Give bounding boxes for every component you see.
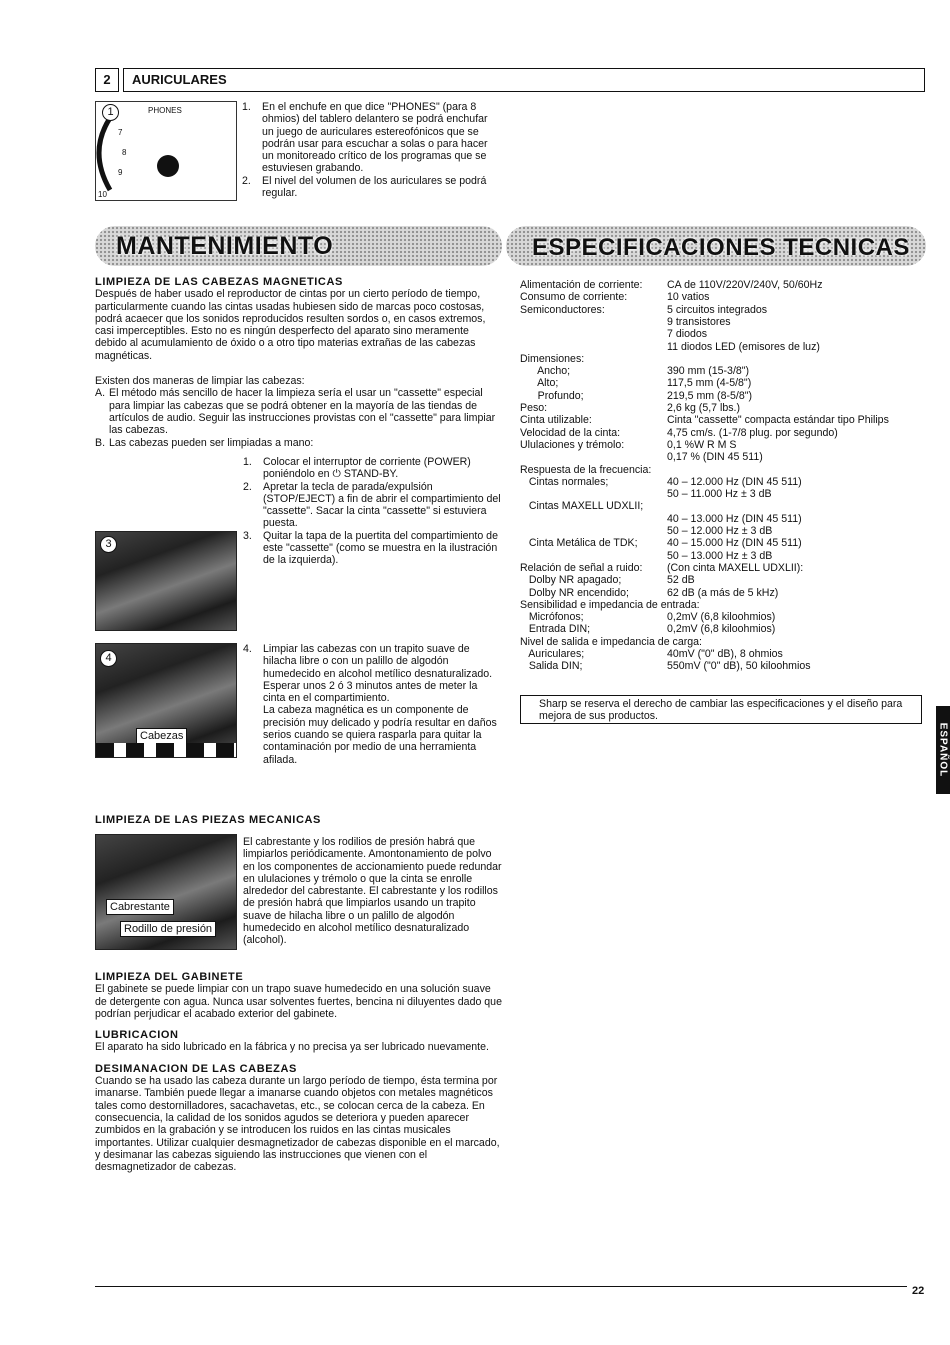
- other-cleaning-sections: [95, 971, 502, 1173]
- spec-label: Velocidad de la cinta:: [520, 426, 621, 439]
- manual-cleaning-steps: [243, 456, 502, 567]
- list-item: [242, 175, 502, 200]
- lubrication-heading: LUBRICACION: [95, 1029, 179, 1042]
- spec-label: Auriculares;: [520, 648, 585, 660]
- phones-jack-figure: [95, 101, 237, 201]
- spec-value: 52 dB: [667, 574, 695, 587]
- spec-value: Cinta "cassette" compacta estándar tipo Philips: [667, 414, 889, 427]
- spec-row: [520, 574, 940, 586]
- item-number: 2.: [242, 174, 251, 187]
- spec-value: 0,2mV (6,8 kiloohmios): [667, 623, 776, 636]
- phones-instructions: [242, 101, 502, 199]
- spec-value: 40 – 12.000 Hz (DIN 45 511): [667, 475, 802, 488]
- list-item: [242, 101, 502, 175]
- spec-row: [520, 623, 940, 635]
- scale-9: 9: [118, 168, 123, 177]
- heads-label: Cabezas: [136, 728, 187, 744]
- spec-row: [520, 377, 940, 389]
- spec-row: [520, 660, 940, 672]
- spec-row: [520, 304, 940, 316]
- heads-photo: [95, 643, 237, 758]
- phones-jack-label: PHONES: [148, 106, 182, 115]
- spec-label: Alimentación de corriente:: [520, 279, 643, 291]
- step-text: Limpiar las cabezas con un trapito suave de hilacha libre o con un palillo de algodón humedecido en alcohol metílico desnaturalizado.: [263, 643, 493, 680]
- spec-value: 50 – 13.000 Hz ± 3 dB: [667, 549, 773, 562]
- spec-label: Salida DIN;: [520, 660, 583, 673]
- spec-value: 0,1 %W R M S: [667, 438, 737, 451]
- specs-table: [520, 279, 940, 679]
- spec-value: 40mV ("0" dB), 8 ohmios: [667, 648, 783, 660]
- spec-label: Sensibilidad e impedancia de entrada:: [520, 598, 700, 611]
- spec-label: Dolby NR apagado;: [520, 574, 622, 587]
- spec-value: 50 – 11.000 Hz ± 3 dB: [667, 488, 772, 501]
- language-tab-label: ESPAÑOL: [937, 722, 949, 778]
- step-number: 4.: [243, 643, 252, 655]
- item-text: El nivel del volumen de los auriculares se podrá regular.: [262, 174, 487, 200]
- spec-value: (Con cinta MAXELL UDXLII):: [667, 561, 804, 574]
- spec-row: [520, 316, 940, 328]
- spec-value: 0,2mV (6,8 kiloohmios): [667, 611, 776, 624]
- scale-8: 8: [122, 148, 127, 157]
- spec-value: 10 vatios: [667, 291, 710, 304]
- way-b-text: Las cabezas pueden ser limpiadas a mano:: [109, 436, 314, 449]
- spec-row: [520, 427, 940, 439]
- section-header: [95, 68, 925, 92]
- step-item: [243, 456, 502, 481]
- spec-row: [520, 611, 940, 623]
- language-tab: [936, 706, 950, 794]
- heads-cleaning-intro: Después de haber usado el reproductor de cintas por un cierto período de tiempo, particularmente cuando las cintas usadas hubiesen sido de marcas poco costosas, podrá acaecer que los sonidos reproducidos resulten sordos o, en casos extremos, casi imperceptibles. Esto no es ningún desperfecto del aparato sino meramente debido al acumulamiento de óxido o a otro tipo materias extrañas de las cabezas magnéticas.: [95, 288, 486, 362]
- spec-label: Peso:: [520, 402, 548, 414]
- scale-7: 7: [118, 128, 123, 137]
- ways-intro: Existen dos maneras de limpiar las cabezas:: [95, 375, 305, 388]
- spec-label: Cinta Metálica de TDK;: [520, 537, 638, 550]
- heads-cleaning-heading: LIMPIEZA DE LAS CABEZAS MAGNETICAS: [95, 276, 343, 288]
- spec-value: 40 – 15.000 Hz (DIN 45 511): [667, 537, 802, 550]
- spec-row: [520, 500, 940, 512]
- spec-value: 390 mm (15-3/8"): [667, 365, 750, 378]
- spec-value: 117,5 mm (4-5/8"): [667, 377, 752, 390]
- spec-row: [520, 525, 940, 537]
- spec-row: [520, 390, 940, 402]
- spec-label: Semiconductores:: [520, 303, 605, 316]
- way-a-letter: A.: [95, 387, 106, 400]
- spec-value: 11 diodos LED (emisores de luz): [667, 340, 820, 353]
- pinch-roller-label: Rodillo de presión: [120, 921, 216, 937]
- lubrication-text: El aparato ha sido lubricado en la fábrica y no precisa ya ser lubricado nuevamente.: [95, 1041, 489, 1054]
- spec-row: [520, 550, 940, 562]
- spec-value: 0,17 % (DIN 45 511): [667, 451, 763, 464]
- step-item: [243, 481, 502, 530]
- cabinet-text: El gabinete se puede limpiar con un trapo suave humedecido en una solución suave de detergente con agua. Nunca usar solventes fuertes, bencina ni diluyentes dado que podrían perjudicar el acabado exterior del gabinete.: [95, 983, 502, 1020]
- spec-row: [520, 513, 940, 525]
- spec-value: 62 dB (a más de 5 kHz): [667, 586, 779, 599]
- photo-border-pattern: [96, 743, 236, 757]
- spec-row: [520, 353, 940, 365]
- spec-label: Entrada DIN;: [520, 623, 591, 636]
- specs-notice: Sharp se reserva el derecho de cambiar las especificaciones y el diseño para mejora de sus productos.: [520, 695, 922, 724]
- page-number: 22: [912, 1285, 925, 1297]
- spec-row: [520, 587, 940, 599]
- spec-row: [520, 328, 940, 340]
- cassette-door-photo: [95, 531, 237, 631]
- step-number: 2.: [243, 480, 252, 493]
- spec-label: Consumo de corriente:: [520, 291, 628, 304]
- step-number: 1.: [243, 456, 252, 468]
- spec-row: [520, 464, 940, 476]
- step-item: [243, 530, 502, 567]
- capstan-label: Cabrestante: [106, 899, 174, 915]
- spec-value: 50 – 12.000 Hz ± 3 dB: [667, 525, 773, 537]
- spec-row: [520, 537, 940, 549]
- spec-label: Alto;: [520, 377, 559, 390]
- specs-title: ESPECIFICACIONES TECNICAS: [532, 234, 910, 261]
- spec-row: [520, 488, 940, 500]
- maintenance-title: MANTENIMIENTO: [116, 232, 334, 260]
- footer-rule: [95, 1286, 907, 1287]
- spec-row: [520, 439, 940, 451]
- spec-label: Nivel de salida e impedancia de carga:: [520, 635, 702, 648]
- spec-value: 2,6 kg (5,7 lbs.): [667, 402, 741, 414]
- spec-row: [520, 341, 940, 353]
- spec-row: [520, 599, 940, 611]
- spec-label: Micrófonos;: [520, 611, 584, 624]
- mechanical-parts-heading-wrap: [95, 814, 502, 826]
- step-text: La cabeza magnética es un componente de precisión muy delicado y podría resultar en daños serios cuando se quiera rasparla para quitar la contaminación por medio de una herramienta afilada.: [263, 704, 497, 766]
- spec-value: CA de 110V/220V/240V, 50/60Hz: [667, 279, 823, 291]
- step-text: Apretar la tecla de parada/expulsión (STOP/EJECT) a fin de abrir el compartimiento del "cassette". Sacar la cinta "cassette" si estuviera puesta.: [263, 480, 501, 530]
- demagnetize-text: Cuando se ha usado las cabeza durante un largo período de tiempo, ésta termina por imanarse. También puede llegar a imanarse cuando objetos con metales magnéticos tales como destornilladores, sacachavetas, etc., se colocan cerca de la cabeza. En consecuencia, la calidad de los sonidos agudos se deteriora y pueden aparecer zumbidos en la grabación y se introducen los ruidos en las cintas musicales importantes. Utilizar cualquier desmagnetizador de cabezas disponible en el marcado, y desimanar las cabezas siguiendo las instrucciones que vienen con el desmagnetizador de cabezas.: [95, 1075, 500, 1174]
- spec-row: [520, 365, 940, 377]
- item-number: 1.: [242, 101, 251, 113]
- spec-row: [520, 562, 940, 574]
- step-text: Quitar la tapa de la puertita del compartimiento de este "cassette" (como se muestra en la ilustración de la izquierda).: [263, 529, 498, 567]
- spec-label: Cintas normales;: [520, 475, 609, 488]
- spec-row: [520, 414, 940, 426]
- callout-1: 1: [102, 104, 119, 121]
- spec-row: [520, 451, 940, 463]
- mechanical-parts-heading: LIMPIEZA DE LAS PIEZAS MECANICAS: [95, 814, 321, 826]
- spec-value: 219,5 mm (8-5/8"): [667, 389, 753, 402]
- callout-4: 4: [100, 650, 117, 667]
- spec-label: Profundo;: [520, 389, 584, 402]
- callout-3: 3: [100, 536, 117, 553]
- spec-row: [520, 648, 940, 660]
- step-4: [243, 643, 502, 766]
- spec-value: 5 circuitos integrados: [667, 303, 768, 316]
- step-item: [243, 643, 502, 766]
- spec-row: [520, 636, 940, 648]
- spec-row: [520, 279, 940, 291]
- spec-value: 550mV ("0" dB), 50 kiloohmios: [667, 660, 811, 673]
- cabinet-heading: LIMPIEZA DEL GABINETE: [95, 971, 244, 983]
- heads-cleaning-section: [95, 276, 502, 449]
- spec-value: 7 diodos: [667, 328, 708, 341]
- spec-value: 40 – 13.000 Hz (DIN 45 511): [667, 512, 802, 525]
- spec-value: 9 transistores: [667, 315, 731, 328]
- spec-value: 4,75 cm/s. (1-7/8 plug. por segundo): [667, 426, 838, 439]
- spec-label: Cinta utilizable:: [520, 414, 592, 427]
- step-text: Colocar el interruptor de corriente (POWER) poniéndolo en ⏻ STAND-BY.: [263, 456, 471, 481]
- spec-label: Dimensiones:: [520, 352, 585, 365]
- spec-label: Ululaciones y trémolo:: [520, 438, 625, 451]
- way-a-text: El método más sencillo de hacer la limpieza sería el usar un "cassette" especial para limpiar las cabezas que se podrá obtener en la mayoría de las tiendas de artículos de audio. Seguir las instrucciones provistas con el "cassette" para limpiar las cabezas.: [109, 387, 496, 437]
- way-b: [95, 437, 502, 449]
- spec-row: [520, 291, 940, 303]
- spec-row: [520, 402, 940, 414]
- step-text: Esperar unos 2 ó 3 minutos antes de meter la cinta en el compartimiento.: [263, 679, 478, 705]
- item-text: En el enchufe en que dice "PHONES" (para 8 ohmios) del tablero delantero se podrá enchufar un juego de auriculares estereofónicos que se podrán usar para escuchar a solas o para hacer un monitoreado crítico de los programas que se estuviesen grabando.: [262, 101, 488, 175]
- spec-label: Ancho;: [520, 365, 571, 378]
- way-b-letter: B.: [95, 436, 106, 449]
- mechanical-parts-text: El cabrestante y los rodilios de presión habrá que limpiarlos periódicamente. Amontonamiento de polvo en los componentes de accionamiento puede redundar en ululaciones y trémolo o que la cinta se enrolle alrededor del cabrestante. El cabrestante y los rodillos de presión habrá que limpiarlos usando un trapito suave de hilacha libre o un palillo de algodón humedecido en alcohol metílico desnaturalizado (alcohol).: [243, 836, 502, 947]
- scale-10: 10: [98, 190, 107, 199]
- spec-label: Dolby NR encendido;: [520, 586, 629, 599]
- section-number: 2: [95, 68, 119, 92]
- spec-label: Relación de señal a ruido:: [520, 561, 643, 574]
- section-title: AURICULARES: [123, 68, 925, 92]
- spec-row: [520, 476, 940, 488]
- capstan-photo: [95, 834, 237, 950]
- step-number: 3.: [243, 529, 252, 542]
- way-a: [95, 387, 502, 436]
- spec-label: Cintas MAXELL UDXLII;: [520, 500, 644, 513]
- spec-label: Respuesta de la frecuencia:: [520, 463, 652, 476]
- demagnetize-heading: DESIMANACION DE LAS CABEZAS: [95, 1062, 297, 1075]
